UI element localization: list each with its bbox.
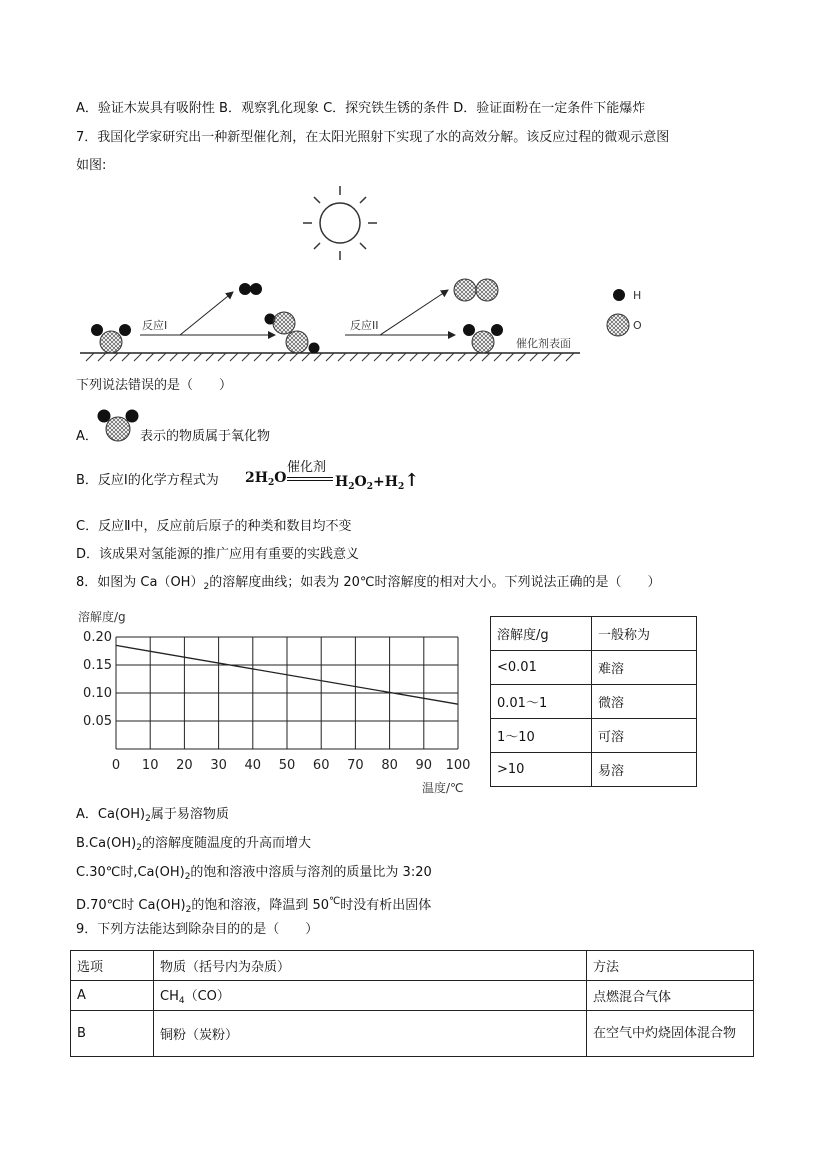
table-row [491, 719, 697, 753]
x-tick-label: 90 [415, 758, 433, 773]
table-header-cell: 溶解度/g [491, 617, 592, 651]
table-cell: 在空气中灼烧固体混合物 [587, 1011, 754, 1057]
surface-label: 催化剂表面 [516, 337, 571, 350]
up-arrow-icon: ↑ [404, 470, 420, 491]
table-header-row [491, 617, 697, 651]
y-tick-label: 0.15 [83, 658, 112, 673]
q7-option-c: C．反应Ⅱ中，反应前后原子的种类和数目均不变 [76, 519, 352, 534]
legend-h-atom [613, 289, 625, 301]
table-cell: <0.01 [491, 651, 592, 685]
table-cell: 0.01～1 [491, 685, 592, 719]
x-tick-label: 60 [312, 758, 330, 773]
table-header-cell: 物质（括号内为杂质） [154, 951, 587, 981]
solubility-table [490, 616, 697, 787]
h2o2-molecule [265, 312, 320, 354]
legend-h-label: H [633, 289, 642, 302]
table-row [71, 1011, 754, 1057]
chart-xlabel: 温度/℃ [422, 781, 464, 795]
table-cell: B [71, 1011, 154, 1057]
table-cell: 难溶 [592, 651, 697, 685]
water-molecule-icon [94, 408, 140, 444]
table-cell: 点燃混合气体 [587, 981, 754, 1011]
q8-option-b: $B.Ca(OH)_2$的溶解度随温度的升高而增大 [76, 836, 311, 853]
table-cell: >10 [491, 753, 592, 787]
table-header-row [71, 951, 754, 981]
table-cell: $CH_4(CO)$ [154, 981, 587, 1011]
q8-option-d: D.70℃时 $Ca(OH)_2$的饱和溶液，降温到 50℃时没有析出固体 [76, 896, 432, 915]
x-tick-label: 40 [244, 758, 262, 773]
legend-o-label: O [633, 319, 642, 332]
table-header-cell: 方法 [587, 951, 754, 981]
x-tick-label: 100 [445, 758, 471, 773]
table-cell: 易溶 [592, 753, 697, 787]
table-header-cell: 选项 [71, 951, 154, 981]
table-header-cell: 一般称为 [592, 617, 697, 651]
q8-stem: 8．如图为 $Ca(OH)_2$的溶解度曲线；如表为 20℃时溶解度的相对大小。下列说法正确的是（ ） [76, 575, 661, 592]
x-tick-label: 70 [347, 758, 364, 773]
q7-option-b-equation: $2H_2O$ 催化剂 $H_2O_2+H_2↑$ [245, 456, 425, 496]
x-tick-label: 50 [278, 758, 296, 773]
x-tick-label: 0 [111, 758, 121, 773]
catalyst-surface [80, 353, 580, 361]
solubility-chart [70, 603, 480, 803]
y-tick-label: 0.10 [83, 686, 112, 701]
legend-o-atom [607, 314, 629, 336]
table-cell: 铜粉（炭粉） [154, 1011, 587, 1057]
table-cell: A [71, 981, 154, 1011]
q7-stem-line1: 7．我国化学家研究出一种新型催化剂，在太阳光照射下实现了水的高效分解。该反应过程的微观示意图 [76, 130, 670, 145]
q8-option-c: C.30℃时$,Ca(OH)_2$的饱和溶液中溶质与溶剂的质量比为 3:20 [76, 865, 432, 882]
x-tick-label: 30 [210, 758, 227, 773]
q7-option-a: A． [76, 429, 98, 444]
q7-stem-line2: 如图: [76, 158, 107, 173]
q7-option-a-text: 表示的物质属于氧化物 [140, 429, 271, 444]
table-cell: 微溶 [592, 685, 697, 719]
x-tick-label: 10 [141, 758, 159, 773]
q7-option-b: B．反应Ⅰ的化学方程式为 [76, 473, 219, 488]
table-row [491, 685, 697, 719]
catalyst-label: 催化剂 [287, 460, 327, 475]
table-row [71, 981, 754, 1011]
equation-equals [287, 477, 333, 481]
table-row [491, 651, 697, 685]
sun-icon [303, 186, 377, 260]
q6-options: A．验证木炭具有吸附性 B．观察乳化现象 C．探究铁生锈的条件 D．验证面粉在一定条件下能爆炸 [76, 101, 646, 116]
reaction1-label: 反应I [142, 319, 168, 332]
y-tick-label: 0.05 [83, 714, 112, 729]
chart-ylabel: 溶解度/g [78, 610, 126, 624]
reaction2-label: 反应II [350, 319, 379, 332]
q9-stem: 9．下列方法能达到除杂目的的是（ ） [76, 922, 319, 937]
impurity-table [70, 950, 754, 1057]
reaction-diagram [70, 180, 670, 370]
water-molecule-2 [463, 324, 503, 353]
table-row [491, 753, 697, 787]
x-tick-label: 20 [176, 758, 193, 773]
table-cell: 可溶 [592, 719, 697, 753]
y-tick-label: 0.20 [83, 630, 112, 645]
x-tick-label: 80 [381, 758, 398, 773]
o2-molecule [454, 279, 498, 301]
water-molecule-1 [91, 324, 131, 353]
table-cell: 1～10 [491, 719, 592, 753]
q8-option-a: A．$Ca(OH)_2$属于易溶物质 [76, 807, 229, 824]
h2-molecule-1 [239, 283, 262, 295]
q7-option-d: D．该成果对氢能源的推广应用有重要的实践意义 [76, 547, 360, 562]
q7-question: 下列说法错误的是（ ） [76, 378, 233, 393]
